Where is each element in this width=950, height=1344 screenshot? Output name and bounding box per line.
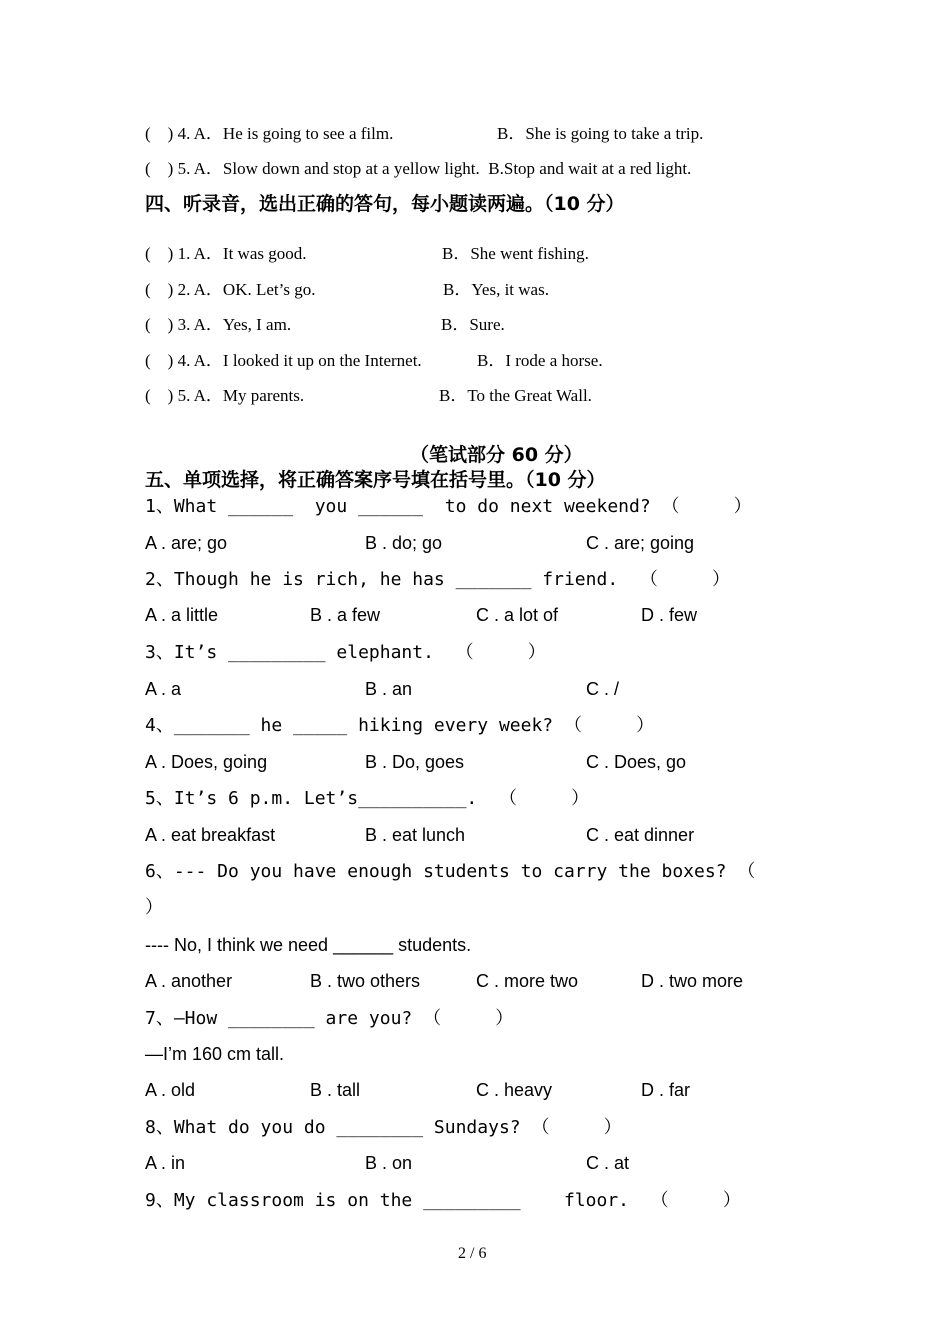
part3-q4-b: B．She is going to take a trip.	[497, 124, 704, 143]
q7-opt-c: C . heavy	[476, 1080, 553, 1100]
part4-q1-a: ( ) 1. A．It was good.	[145, 244, 307, 263]
q8-text: 8、What do you do ________ Sundays? （ ）	[145, 1117, 622, 1138]
q1-opt-c: C . are; going	[586, 533, 695, 553]
q2-opt-c: C . a lot of	[476, 605, 559, 625]
q3-opt-a: A . a	[145, 679, 182, 699]
page-number: 2 / 6	[458, 1245, 487, 1262]
q3-opt-c: C . /	[586, 679, 620, 699]
q2-text: 2、Though he is rich, he has _______ friend. （ ）	[145, 569, 731, 590]
q7-text: 7、—How ________ are you? （ ）	[145, 1008, 514, 1029]
q1-opt-b: B . do; go	[365, 533, 443, 553]
q7-opt-a: A . old	[145, 1080, 196, 1100]
q8-opt-b: B . on	[365, 1153, 413, 1173]
part4-q4-a: ( ) 4. A．I looked it up on the Internet.	[145, 351, 422, 370]
q6-opt-b: B . two others	[310, 971, 421, 991]
part4-q3-a: ( ) 3. A．Yes, I am.	[145, 315, 292, 334]
part4-q1-b: B．She went fishing.	[442, 244, 589, 263]
written-heading: （笔试部分 60 分）	[410, 444, 583, 466]
q4-opt-b: B . Do, goes	[365, 752, 465, 772]
q4-opt-a: A . Does, going	[145, 752, 268, 772]
q6-opt-d: D . two more	[641, 971, 744, 991]
part5-title: 五、单项选择，将正确答案序号填在括号里。（10 分）	[145, 469, 606, 491]
q2-opt-b: B . a few	[310, 605, 381, 625]
q3-opt-b: B . an	[365, 679, 413, 699]
part4-q4-b: B．I rode a horse.	[477, 351, 603, 370]
q2-opt-d: D . few	[641, 605, 698, 625]
part4-title: 四、听录音，选出正确的答句，每小题读两遍。（10 分）	[145, 193, 625, 215]
part4-q5-b: B．To the Great Wall.	[439, 386, 592, 405]
part4-q2-b: B．Yes, it was.	[443, 280, 549, 299]
q8-opt-a: A . in	[145, 1153, 186, 1173]
part3-q5: ( ) 5. A．Slow down and stop at a yellow light. B.Stop and wait at a red light.	[145, 159, 692, 178]
part4-q3-b: B．Sure.	[441, 315, 505, 334]
q5-text: 5、It’s 6 p.m. Let’s__________. （ ）	[145, 788, 590, 809]
q4-opt-c: C . Does, go	[586, 752, 687, 772]
q4-text: 4、_______ he _____ hiking every week? （ ）	[145, 715, 655, 736]
q7-opt-d: D . far	[641, 1080, 691, 1100]
part4-q2-a: ( ) 2. A．OK. Let’s go.	[145, 280, 316, 299]
q1-opt-a: A . are; go	[145, 533, 228, 553]
q5-opt-c: C . eat dinner	[586, 825, 695, 845]
q8-opt-c: C . at	[586, 1153, 630, 1173]
q5-opt-b: B . eat lunch	[365, 825, 466, 845]
q6-text: 6、--- Do you have enough students to carry the boxes? （	[145, 861, 756, 882]
q7-opt-b: B . tall	[310, 1080, 361, 1100]
q2-opt-a: A . a little	[145, 605, 219, 625]
q9-text: 9、My classroom is on the _________ floor. （ ）	[145, 1190, 741, 1211]
q6-answer-line: ---- No, I think we need ______ students.	[145, 935, 472, 955]
q6-opt-a: A . another	[145, 971, 233, 991]
q7-answer-line: —I’m 160 cm tall.	[145, 1044, 285, 1064]
q6-opt-c: C . more two	[476, 971, 579, 991]
q5-opt-a: A . eat breakfast	[145, 825, 276, 845]
q1-text: 1、What ______ you ______ to do next weekend? （ ）	[145, 496, 752, 517]
part4-q5-a: ( ) 5. A．My parents.	[145, 386, 305, 405]
q6-text-cont: ）	[145, 897, 163, 918]
part3-q4-a: ( ) 4. A．He is going to see a film.	[145, 124, 394, 143]
q3-text: 3、It’s _________ elephant. （ ）	[145, 642, 546, 663]
